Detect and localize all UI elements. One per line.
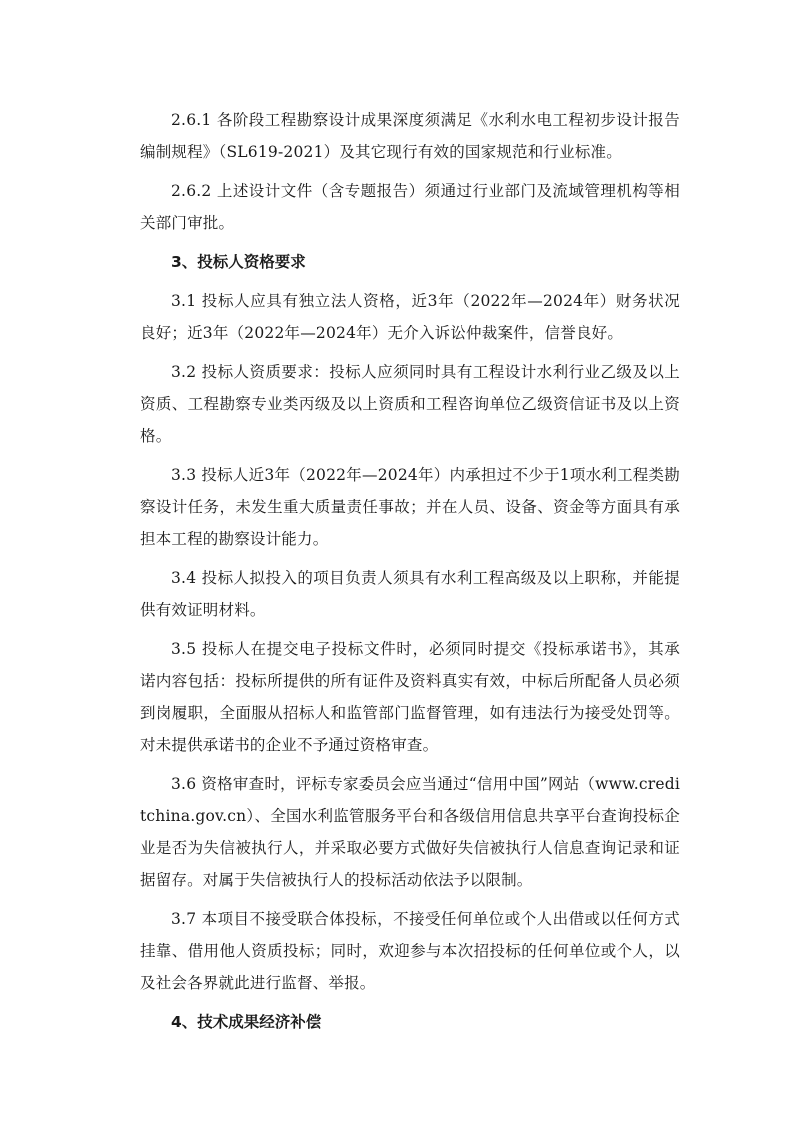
paragraph-3-7: 3.7 本项目不接受联合体投标，不接受任何单位或个人出借或以任何方式挂靠、借用他人资质投标；同时，欢迎参与本次招投标的任何单位或个人，以及社会各界就此进行监督、举报。 [140,910,680,992]
section-heading-4: 4、技术成果经济补偿 [171,1013,322,1031]
paragraph-3-5: 3.5 投标人在提交电子投标文件时，必须同时提交《投标承诺书》，其承诺内容包括：投标所提供的所有证件及资料真实有效，中标后所配备人员必须到岗履职，全面服从招标人和监管部门监督管理，如有违法行为接受处罚等。对未提供承诺书的企业不予通过资格审查。 [140,640,680,754]
paragraph-3-6: 3.6 资格审查时，评标专家委员会应当通过“信用中国”网站（www.creditchina.gov.cn）、全国水利监管服务平台和各级信用信息共享平台查询投标企业是否为失信被执行人，并采取必要方式做好失信被执行人信息查询记录和证据留存。对属于失信被执行人的投标活动依法予以限制。 [140,775,680,889]
paragraph-3-1: 3.1 投标人应具有独立法人资格，近3年（2022年—2024年）财务状况良好；近3年（2022年—2024年）无介入诉讼仲裁案件，信誉良好。 [140,292,680,342]
paragraph-2-6-1: 2.6.1 各阶段工程勘察设计成果深度须满足《水利水电工程初步设计报告编制规程》（SL619-2021）及其它现行有效的国家规范和行业标准。 [140,111,680,161]
paragraph-2-6-2: 2.6.2 上述设计文件（含专题报告）须通过行业部门及流域管理机构等相关部门审批。 [140,182,680,232]
paragraph-3-2: 3.2 投标人资质要求：投标人应须同时具有工程设计水利行业乙级及以上资质、工程勘察专业类丙级及以上资质和工程咨询单位乙级资信证书及以上资格。 [140,363,680,445]
paragraph-3-3: 3.3 投标人近3年（2022年—2024年）内承担过不少于1项水利工程类勘察设计任务，未发生重大质量责任事故；并在人员、设备、资金等方面具有承担本工程的勘察设计能力。 [140,466,680,548]
section-heading-3: 3、投标人资格要求 [171,253,306,271]
paragraph-3-4: 3.4 投标人拟投入的项目负责人须具有水利工程高级及以上职称，并能提供有效证明材料。 [140,569,680,619]
document-page [140,104,680,1045]
